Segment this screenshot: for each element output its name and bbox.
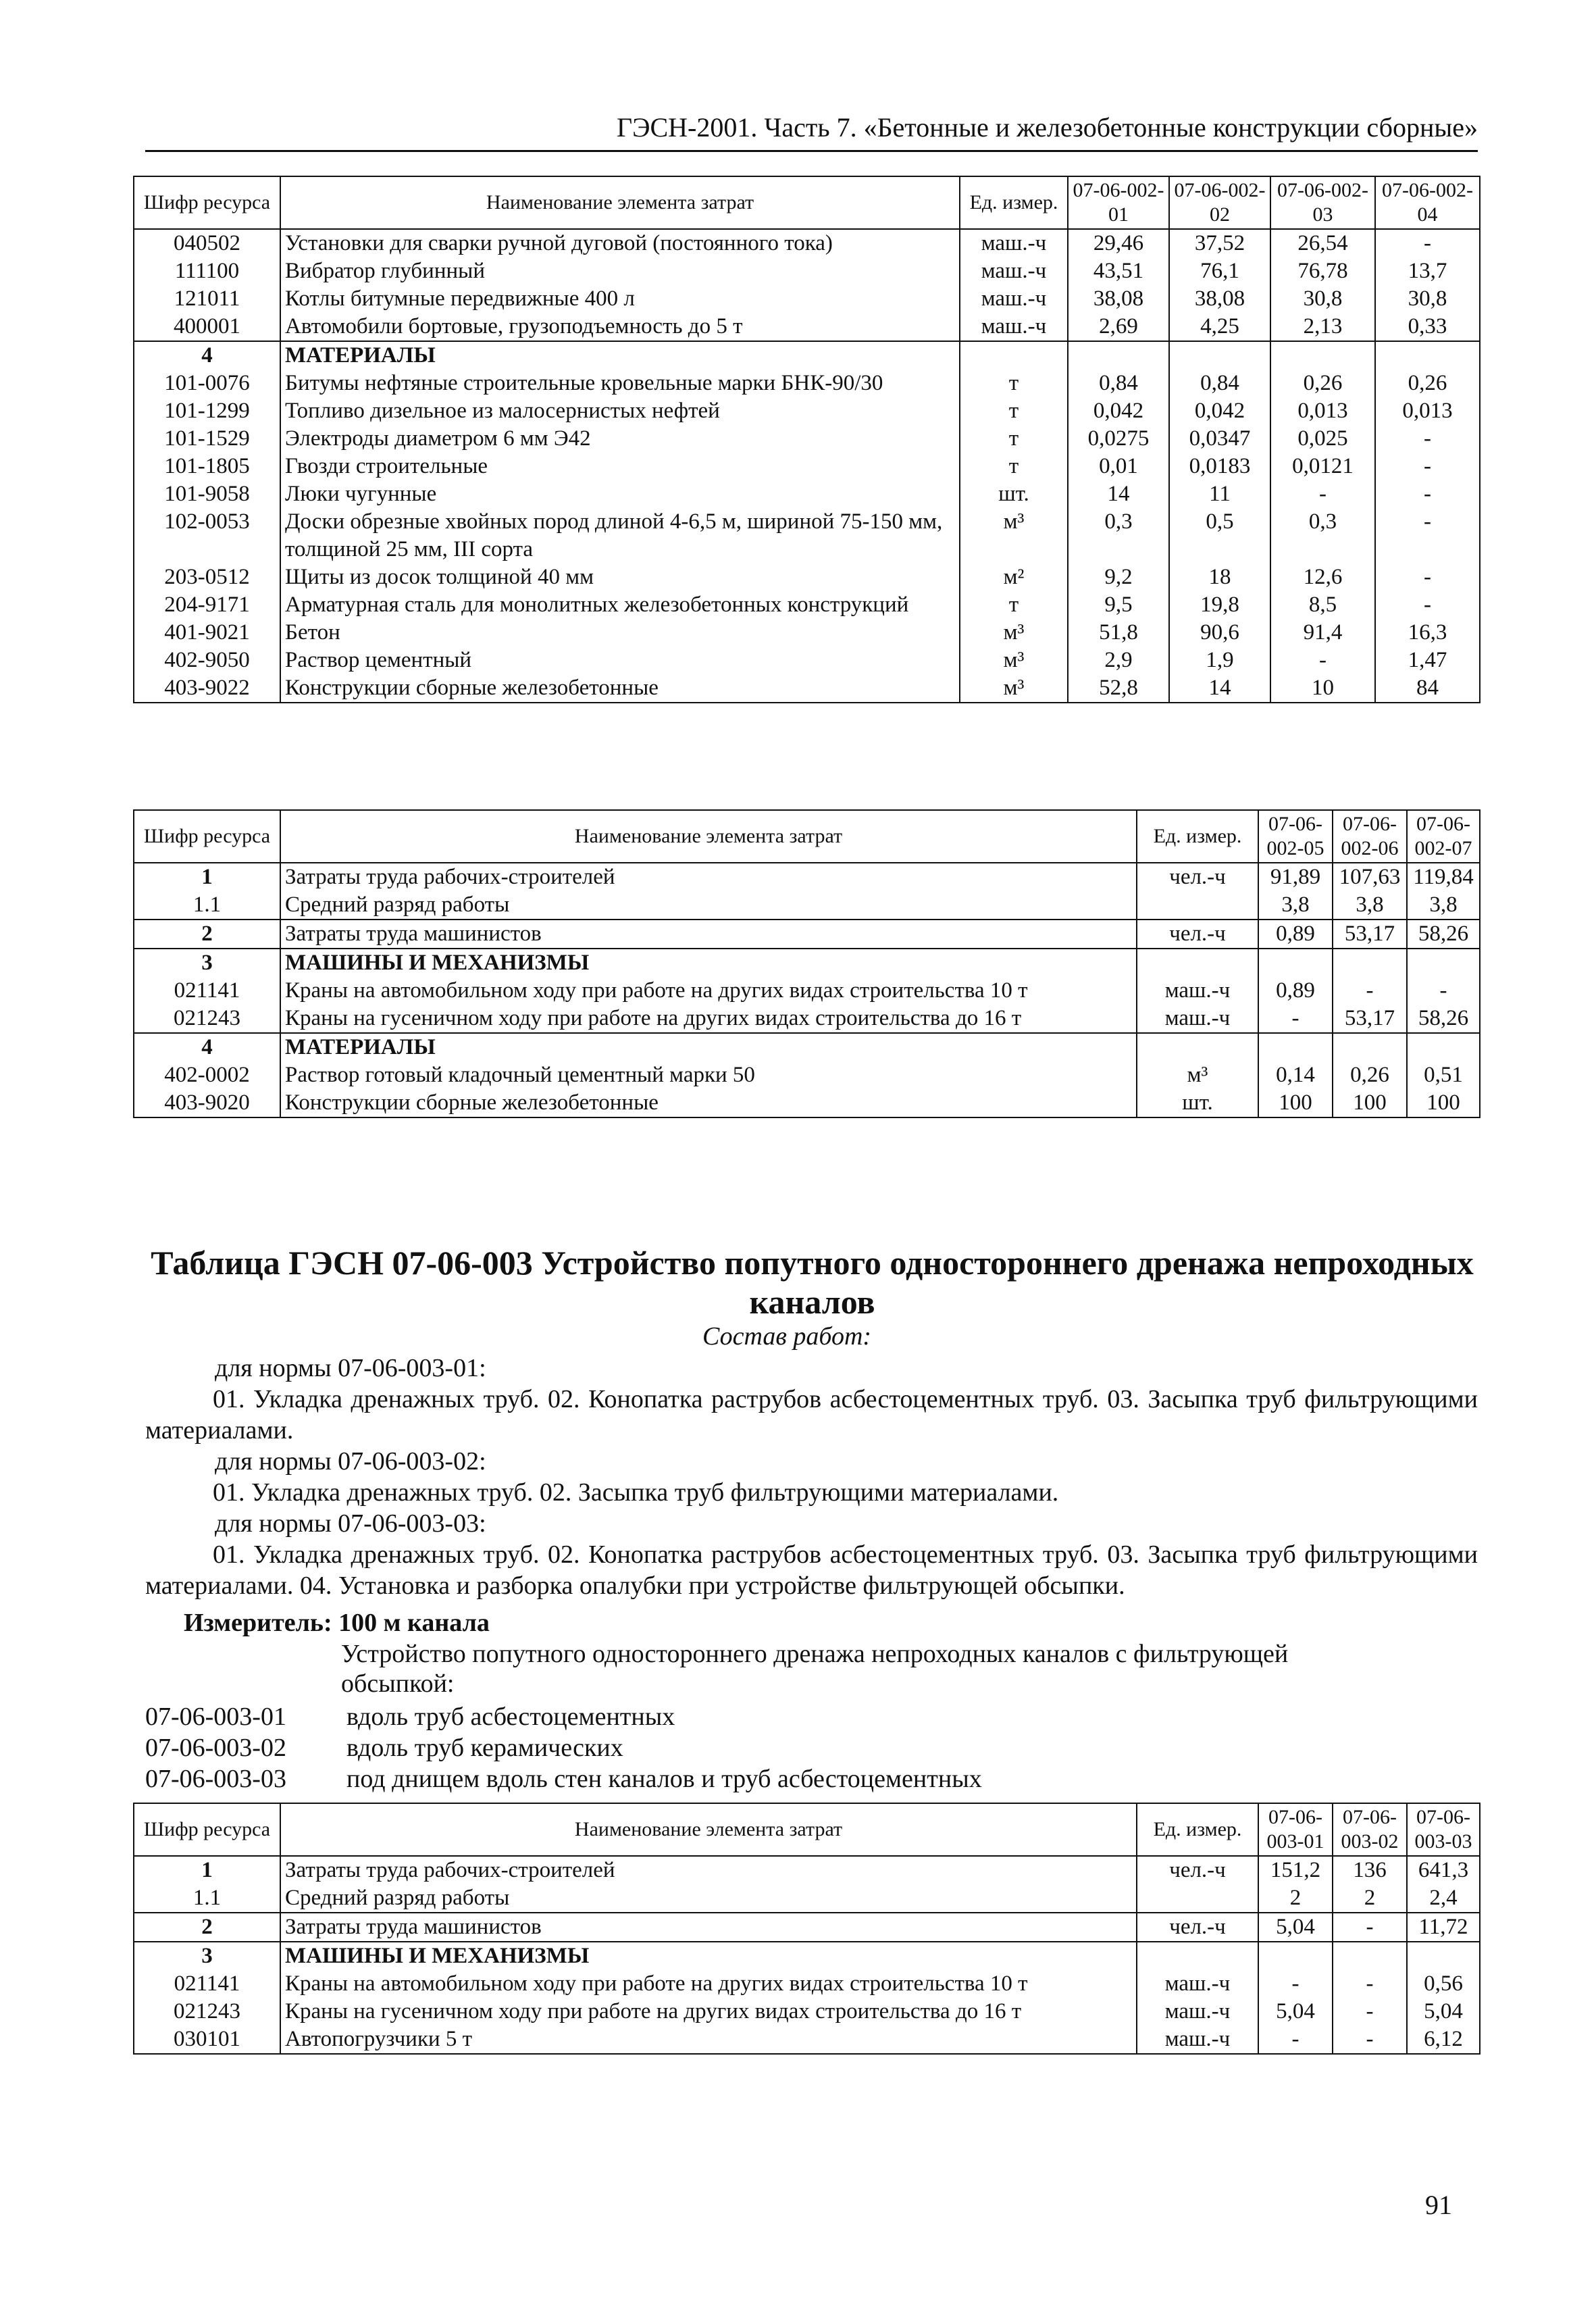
running-header: ГЭСН-2001. Часть 7. «Бетонные и железобетонные конструкции сборные» xyxy=(145,111,1478,152)
unit-of-measure: маш.-ч xyxy=(960,257,1068,285)
table-row xyxy=(134,341,1480,370)
unit-of-measure: т xyxy=(960,397,1068,425)
norm-value: 11 xyxy=(1169,480,1270,508)
col-header-unit: Ед. измер. xyxy=(1137,1803,1258,1856)
norm-value: 0,84 xyxy=(1068,370,1169,397)
resource-name: МАШИНЫ И МЕХАНИЗМЫ xyxy=(280,949,1137,977)
resource-name: МАШИНЫ И МЕХАНИЗМЫ xyxy=(280,1942,1137,1970)
norm-value xyxy=(1375,341,1480,370)
page-number: 91 xyxy=(1425,2190,1452,2220)
norm-value: - xyxy=(1333,977,1407,1005)
norm-label: для нормы 07-06-003-02: xyxy=(215,1447,486,1476)
table-row xyxy=(134,563,1480,591)
unit-of-measure: маш.-ч xyxy=(1137,1998,1258,2026)
resource-name: Автопогрузчики 5 т xyxy=(280,2026,1137,2054)
resource-code: 4 xyxy=(134,1033,280,1061)
norm-value: 136 xyxy=(1333,1856,1407,1884)
norm-value: 12,6 xyxy=(1270,563,1375,591)
unit-of-measure: шт. xyxy=(960,480,1068,508)
resource-name: Краны на автомобильном ходу при работе на других видах строительства 10 т xyxy=(280,977,1137,1005)
table-row xyxy=(134,480,1480,508)
resource-name: Автомобили бортовые, грузоподъемность до 5 т xyxy=(280,313,960,341)
unit-of-measure xyxy=(1137,949,1258,977)
resource-code: 101-1529 xyxy=(134,425,280,453)
norm-value: 43,51 xyxy=(1068,257,1169,285)
norm-value: 14 xyxy=(1169,674,1270,703)
resource-code: 040502 xyxy=(134,229,280,257)
resource-code: 101-0076 xyxy=(134,370,280,397)
resource-name: Котлы битумные передвижные 400 л xyxy=(280,285,960,313)
unit-of-measure xyxy=(1137,1884,1258,1913)
resource-code: 400001 xyxy=(134,313,280,341)
norm-value: 0,013 xyxy=(1270,397,1375,425)
col-header-norm: 07-06-002-02 xyxy=(1169,176,1270,229)
resource-code: 3 xyxy=(134,1942,280,1970)
norm-value: 0,14 xyxy=(1258,1061,1333,1089)
norm-value: - xyxy=(1375,480,1480,508)
col-header-name: Наименование элемента затрат xyxy=(280,176,960,229)
resource-code: 021243 xyxy=(134,1005,280,1033)
norm-value: 1,9 xyxy=(1169,647,1270,674)
norm-code: 07-06-003-02 xyxy=(145,1734,286,1762)
norm-value: - xyxy=(1375,453,1480,480)
norm-description: вдоль труб асбестоцементных xyxy=(346,1703,675,1731)
table-row xyxy=(134,647,1480,674)
norm-value: 26,54 xyxy=(1270,229,1375,257)
table-row xyxy=(134,863,1480,891)
resource-code: 403-9022 xyxy=(134,674,280,703)
norm-value: 58,26 xyxy=(1407,920,1480,949)
unit-of-measure: маш.-ч xyxy=(960,285,1068,313)
table-body xyxy=(134,863,1480,1117)
norm-value: 76,78 xyxy=(1270,257,1375,285)
norm-value: 10 xyxy=(1270,674,1375,703)
unit-of-measure: м³ xyxy=(960,647,1068,674)
resource-name: Краны на гусеничном ходу при работе на других видах строительства до 16 т xyxy=(280,1005,1137,1033)
norm-value: 52,8 xyxy=(1068,674,1169,703)
resource-name: Раствор цементный xyxy=(280,647,960,674)
norm-value: 30,8 xyxy=(1375,285,1480,313)
norm-value: 11,72 xyxy=(1407,1913,1480,1942)
norm-value: 18 xyxy=(1169,563,1270,591)
norm-value: 0,26 xyxy=(1270,370,1375,397)
col-header-code: Шифр ресурса xyxy=(134,810,280,863)
resource-name: Установки для сварки ручной дуговой (постоянного тока) xyxy=(280,229,960,257)
norm-value: 641,3 xyxy=(1407,1856,1480,1884)
table-header-row xyxy=(134,810,1480,863)
unit-of-measure: чел.-ч xyxy=(1137,1913,1258,1942)
norm-value: 2,13 xyxy=(1270,313,1375,341)
norm-row xyxy=(145,1763,982,1794)
table-row xyxy=(134,453,1480,480)
norm-value: 0,5 xyxy=(1169,508,1270,563)
resource-code: 1 xyxy=(134,863,280,891)
resource-code: 021141 xyxy=(134,977,280,1005)
norm-label: для нормы 07-06-003-01: xyxy=(215,1354,486,1382)
table-row xyxy=(134,619,1480,647)
col-header-norm: 07-06-002-05 xyxy=(1258,810,1333,863)
norm-value: - xyxy=(1333,2026,1407,2054)
resource-name: Вибратор глубинный xyxy=(280,257,960,285)
norm-value: 0,3 xyxy=(1270,508,1375,563)
norm-value xyxy=(1169,341,1270,370)
norm-value: 6,12 xyxy=(1407,2026,1480,2054)
table-body xyxy=(134,1856,1480,2054)
norm-value: - xyxy=(1375,563,1480,591)
composition-label: Состав работ: xyxy=(702,1322,872,1351)
norm-code: 07-06-003-01 xyxy=(145,1703,286,1731)
unit-of-measure xyxy=(1137,891,1258,920)
table-row xyxy=(134,508,1480,563)
unit-of-measure: т xyxy=(960,453,1068,480)
norm-value: - xyxy=(1375,508,1480,563)
col-header-norm: 07-06-002-04 xyxy=(1375,176,1480,229)
resource-code: 403-9020 xyxy=(134,1089,280,1117)
meter-description: Устройство попутного одностороннего дренажа непроходных каналов с фильтрующей обсыпкой: xyxy=(341,1640,1289,1698)
norm-value: 0,01 xyxy=(1068,453,1169,480)
unit-of-measure: маш.-ч xyxy=(960,313,1068,341)
norm-value xyxy=(1258,1033,1333,1061)
norm-value: - xyxy=(1270,647,1375,674)
resource-name: Бетон xyxy=(280,619,960,647)
norm-value: 0,89 xyxy=(1258,977,1333,1005)
resource-table-3 xyxy=(133,1803,1481,2055)
norm-value: 51,8 xyxy=(1068,619,1169,647)
table-row xyxy=(134,229,1480,257)
resource-code: 102-0053 xyxy=(134,508,280,563)
resource-name: Электроды диаметром 6 мм Э42 xyxy=(280,425,960,453)
norm-value: 58,26 xyxy=(1407,1005,1480,1033)
norm-value: 2 xyxy=(1333,1884,1407,1913)
resource-code: 030101 xyxy=(134,2026,280,2054)
norm-value: 0,84 xyxy=(1169,370,1270,397)
table-row xyxy=(134,1005,1480,1033)
table-row xyxy=(134,1942,1480,1970)
norm-value: 107,63 xyxy=(1333,863,1407,891)
norm-value: 2,9 xyxy=(1068,647,1169,674)
norm-value: 9,2 xyxy=(1068,563,1169,591)
norm-description: под днищем вдоль стен каналов и труб асбестоцементных xyxy=(346,1765,982,1793)
col-header-name: Наименование элемента затрат xyxy=(280,810,1137,863)
norm-value: - xyxy=(1270,480,1375,508)
norm-value: 0,0121 xyxy=(1270,453,1375,480)
unit-of-measure: м³ xyxy=(960,619,1068,647)
resource-name: Щиты из досок толщиной 40 мм xyxy=(280,563,960,591)
norm-value xyxy=(1333,949,1407,977)
resource-code: 204-9171 xyxy=(134,591,280,619)
norm-value: 53,17 xyxy=(1333,920,1407,949)
col-header-code: Шифр ресурса xyxy=(134,1803,280,1856)
table-row xyxy=(134,1998,1480,2026)
unit-of-measure: м³ xyxy=(1137,1061,1258,1089)
table-row xyxy=(134,1089,1480,1117)
resource-name: МАТЕРИАЛЫ xyxy=(280,1033,1137,1061)
resource-name: Битумы нефтяные строительные кровельные марки БНК-90/30 xyxy=(280,370,960,397)
norm-value: 90,6 xyxy=(1169,619,1270,647)
norm-text: 01. Укладка дренажных труб. 02. Конопатка раструбов асбестоцементных труб. 03. Засыпка труб фильтрующими материалами. 04. Установка и разборка опалубки при устройстве фильтрующей обсыпки. xyxy=(145,1540,1478,1600)
norm-value: 0,0347 xyxy=(1169,425,1270,453)
unit-of-measure: м² xyxy=(960,563,1068,591)
resource-name: Средний разряд работы xyxy=(280,1884,1137,1913)
norm-value xyxy=(1407,1942,1480,1970)
norm-value xyxy=(1333,1942,1407,1970)
norm-value: 0,0183 xyxy=(1169,453,1270,480)
norm-value: 29,46 xyxy=(1068,229,1169,257)
col-header-unit: Ед. измер. xyxy=(960,176,1068,229)
norm-value: 3,8 xyxy=(1333,891,1407,920)
resource-code: 1.1 xyxy=(134,1884,280,1913)
table-row xyxy=(134,313,1480,341)
norm-text: 01. Укладка дренажных труб. 02. Засыпка труб фильтрующими материалами. xyxy=(213,1478,1059,1507)
norm-value: 53,17 xyxy=(1333,1005,1407,1033)
unit-of-measure: т xyxy=(960,425,1068,453)
resource-code: 203-0512 xyxy=(134,563,280,591)
norm-value: 2 xyxy=(1258,1884,1333,1913)
col-header-unit: Ед. измер. xyxy=(1137,810,1258,863)
table-row xyxy=(134,370,1480,397)
table-row xyxy=(134,1913,1480,1942)
resource-name: Краны на автомобильном ходу при работе на других видах строительства 10 т xyxy=(280,1970,1137,1998)
norm-value: 0,013 xyxy=(1375,397,1480,425)
norm-value xyxy=(1068,341,1169,370)
norm-value: - xyxy=(1375,425,1480,453)
norm-value: 0,025 xyxy=(1270,425,1375,453)
norm-value: 3,8 xyxy=(1407,891,1480,920)
col-header-norm: 07-06-002-03 xyxy=(1270,176,1375,229)
resource-name: Гвозди строительные xyxy=(280,453,960,480)
resource-code: 401-9021 xyxy=(134,619,280,647)
norm-value: - xyxy=(1375,591,1480,619)
norm-value xyxy=(1333,1033,1407,1061)
resource-name: Доски обрезные хвойных пород длиной 4-6,5 м, шириной 75-150 мм, толщиной 25 мм, III сорта xyxy=(280,508,960,563)
resource-name: Люки чугунные xyxy=(280,480,960,508)
resource-code: 2 xyxy=(134,920,280,949)
unit-of-measure xyxy=(1137,1033,1258,1061)
resource-name: Топливо дизельное из малосернистых нефтей xyxy=(280,397,960,425)
norm-value: 30,8 xyxy=(1270,285,1375,313)
norm-value: 2,69 xyxy=(1068,313,1169,341)
col-header-code: Шифр ресурса xyxy=(134,176,280,229)
norm-value: 0,51 xyxy=(1407,1061,1480,1089)
norm-value: - xyxy=(1407,977,1480,1005)
norm-value xyxy=(1270,341,1375,370)
norm-value: 0,042 xyxy=(1068,397,1169,425)
resource-code: 4 xyxy=(134,341,280,370)
resource-name: МАТЕРИАЛЫ xyxy=(280,341,960,370)
meter-label: Измеритель: 100 м канала xyxy=(184,1609,490,1637)
norm-value xyxy=(1407,949,1480,977)
norm-value: 5,04 xyxy=(1407,1998,1480,2026)
unit-of-measure: т xyxy=(960,370,1068,397)
resource-code: 1 xyxy=(134,1856,280,1884)
norm-value: 5,04 xyxy=(1258,1913,1333,1942)
norm-value: 14 xyxy=(1068,480,1169,508)
unit-of-measure: маш.-ч xyxy=(1137,1005,1258,1033)
resource-code: 101-1299 xyxy=(134,397,280,425)
resource-code: 402-0002 xyxy=(134,1061,280,1089)
resource-name: Средний разряд работы xyxy=(280,891,1137,920)
col-header-name: Наименование элемента затрат xyxy=(280,1803,1137,1856)
norm-value: 0,3 xyxy=(1068,508,1169,563)
unit-of-measure: маш.-ч xyxy=(1137,1970,1258,1998)
norm-value: - xyxy=(1258,1970,1333,1998)
norm-value: 38,08 xyxy=(1169,285,1270,313)
resource-code: 111100 xyxy=(134,257,280,285)
norm-value: 9,5 xyxy=(1068,591,1169,619)
norm-value: 84 xyxy=(1375,674,1480,703)
table-row xyxy=(134,397,1480,425)
norm-value: 3,8 xyxy=(1258,891,1333,920)
resource-name: Конструкции сборные железобетонные xyxy=(280,674,960,703)
resource-table-2 xyxy=(133,809,1481,1118)
unit-of-measure: т xyxy=(960,591,1068,619)
norm-value: - xyxy=(1333,1913,1407,1942)
norm-value xyxy=(1258,1942,1333,1970)
norm-value: 91,4 xyxy=(1270,619,1375,647)
resource-name: Затраты труда рабочих-строителей xyxy=(280,863,1137,891)
norm-row xyxy=(145,1732,623,1763)
norm-value: 119,84 xyxy=(1407,863,1480,891)
col-header-norm: 07-06-003-03 xyxy=(1407,1803,1480,1856)
norm-value: 0,26 xyxy=(1333,1061,1407,1089)
resource-name: Затраты труда рабочих-строителей xyxy=(280,1856,1137,1884)
unit-of-measure: маш.-ч xyxy=(960,229,1068,257)
norm-row xyxy=(145,1701,675,1732)
table-row xyxy=(134,1033,1480,1061)
norm-value: 151,2 xyxy=(1258,1856,1333,1884)
resource-code: 3 xyxy=(134,949,280,977)
table-row xyxy=(134,1970,1480,1998)
resource-name: Затраты труда машинистов xyxy=(280,920,1137,949)
norm-value: 0,042 xyxy=(1169,397,1270,425)
unit-of-measure xyxy=(1137,1942,1258,1970)
resource-code: 101-9058 xyxy=(134,480,280,508)
resource-code: 2 xyxy=(134,1913,280,1942)
unit-of-measure: маш.-ч xyxy=(1137,2026,1258,2054)
norm-value: 5,04 xyxy=(1258,1998,1333,2026)
col-header-norm: 07-06-003-02 xyxy=(1333,1803,1407,1856)
norm-value: 8,5 xyxy=(1270,591,1375,619)
resource-code: 021141 xyxy=(134,1970,280,1998)
table-header-row xyxy=(134,1803,1480,1856)
unit-of-measure: шт. xyxy=(1137,1089,1258,1117)
unit-of-measure: чел.-ч xyxy=(1137,1856,1258,1884)
resource-name: Раствор готовый кладочный цементный марки 50 xyxy=(280,1061,1137,1089)
table-row xyxy=(134,425,1480,453)
norm-value: 100 xyxy=(1407,1089,1480,1117)
resource-code: 101-1805 xyxy=(134,453,280,480)
norm-value: - xyxy=(1258,1005,1333,1033)
table-row xyxy=(134,891,1480,920)
norm-value: 0,0275 xyxy=(1068,425,1169,453)
norm-value: 19,8 xyxy=(1169,591,1270,619)
resource-code: 1.1 xyxy=(134,891,280,920)
resource-name: Конструкции сборные железобетонные xyxy=(280,1089,1137,1117)
unit-of-measure: м³ xyxy=(960,674,1068,703)
table-header-row xyxy=(134,176,1480,229)
table-row xyxy=(134,1061,1480,1089)
norm-value: 0,33 xyxy=(1375,313,1480,341)
table-row xyxy=(134,949,1480,977)
unit-of-measure: чел.-ч xyxy=(1137,863,1258,891)
norm-value: 0,56 xyxy=(1407,1970,1480,1998)
unit-of-measure: чел.-ч xyxy=(1137,920,1258,949)
table-row xyxy=(134,591,1480,619)
norm-value: 0,89 xyxy=(1258,920,1333,949)
norm-value: 38,08 xyxy=(1068,285,1169,313)
col-header-norm: 07-06-002-07 xyxy=(1407,810,1480,863)
norm-value: 37,52 xyxy=(1169,229,1270,257)
table-body xyxy=(134,229,1480,703)
table-row xyxy=(134,674,1480,703)
table-row xyxy=(134,1884,1480,1913)
table-row xyxy=(134,1856,1480,1884)
norm-value: - xyxy=(1333,1998,1407,2026)
norm-value xyxy=(1407,1033,1480,1061)
norm-value: - xyxy=(1333,1970,1407,1998)
norm-value: - xyxy=(1375,229,1480,257)
unit-of-measure: м³ xyxy=(960,508,1068,563)
resource-code: 021243 xyxy=(134,1998,280,2026)
section-title: Таблица ГЭСН 07-06-003 Устройство попутного одностороннего дренажа непроходных каналов xyxy=(151,1244,1474,1321)
norm-code: 07-06-003-03 xyxy=(145,1765,286,1793)
resource-name: Краны на гусеничном ходу при работе на других видах строительства до 16 т xyxy=(280,1998,1137,2026)
table-row xyxy=(134,257,1480,285)
resource-name: Арматурная сталь для монолитных железобетонных конструкций xyxy=(280,591,960,619)
norm-value: 16,3 xyxy=(1375,619,1480,647)
table-row xyxy=(134,285,1480,313)
norm-value: 100 xyxy=(1258,1089,1333,1117)
norm-value: - xyxy=(1258,2026,1333,2054)
resource-table-1 xyxy=(133,176,1481,703)
norm-description: вдоль труб керамических xyxy=(346,1734,623,1762)
table-row xyxy=(134,977,1480,1005)
norm-value: 100 xyxy=(1333,1089,1407,1117)
resource-name: Затраты труда машинистов xyxy=(280,1913,1137,1942)
norm-value: 4,25 xyxy=(1169,313,1270,341)
norm-value: 91,89 xyxy=(1258,863,1333,891)
table-row xyxy=(134,920,1480,949)
resource-code: 121011 xyxy=(134,285,280,313)
unit-of-measure xyxy=(960,341,1068,370)
norm-value: 76,1 xyxy=(1169,257,1270,285)
resource-code: 402-9050 xyxy=(134,647,280,674)
norm-value xyxy=(1258,949,1333,977)
norm-label: для нормы 07-06-003-03: xyxy=(215,1509,486,1538)
unit-of-measure: маш.-ч xyxy=(1137,977,1258,1005)
col-header-norm: 07-06-003-01 xyxy=(1258,1803,1333,1856)
col-header-norm: 07-06-002-01 xyxy=(1068,176,1169,229)
norm-value: 1,47 xyxy=(1375,647,1480,674)
norm-value: 13,7 xyxy=(1375,257,1480,285)
col-header-norm: 07-06-002-06 xyxy=(1333,810,1407,863)
norm-text: 01. Укладка дренажных труб. 02. Конопатка раструбов асбестоцементных труб. 03. Засыпка труб фильтрующими материалами. xyxy=(145,1385,1478,1444)
norm-value: 2,4 xyxy=(1407,1884,1480,1913)
table-row xyxy=(134,2026,1480,2054)
norm-value: 0,26 xyxy=(1375,370,1480,397)
